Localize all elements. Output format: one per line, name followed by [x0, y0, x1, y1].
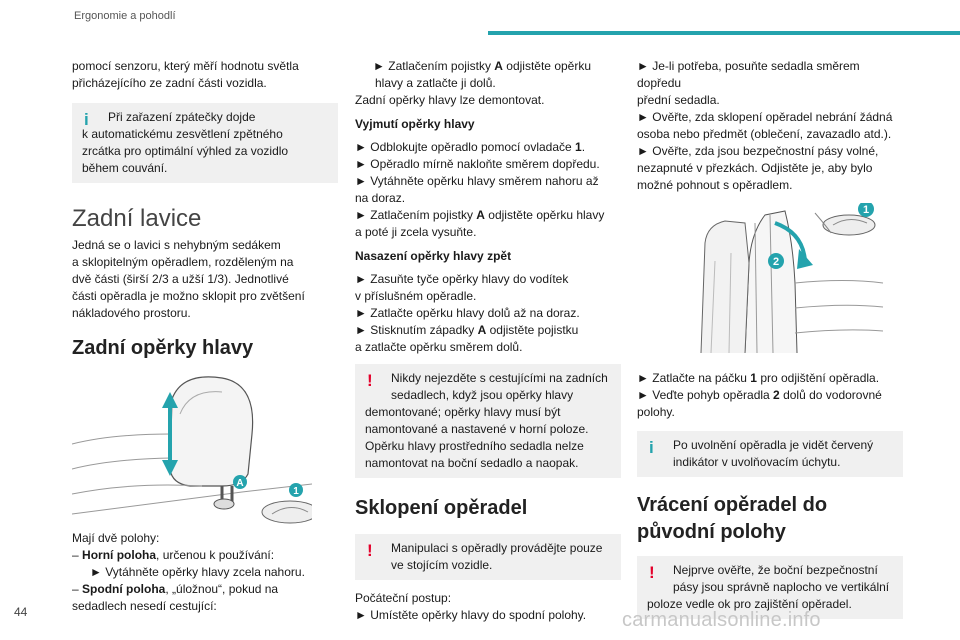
page-number: 44: [14, 605, 28, 619]
procedure-intro: Počáteční postup:: [355, 591, 452, 605]
intro-line: pomocí senzoru, který měří hodnotu světla: [72, 59, 299, 73]
section-title-headrests: Zadní opěrky hlavy: [72, 337, 254, 359]
bench-line: Jedná se o lavici s nehybným sedákem: [72, 238, 281, 252]
note-line: namontované a nastavené v horní poloze.: [365, 422, 589, 436]
note-line: namontovat na boční sedadlo a naopak.: [365, 456, 579, 470]
warning-icon: !: [367, 371, 373, 390]
refit-step-cont: a zatlačte opěrku směrem dolů.: [355, 340, 523, 354]
note-line: Manipulaci s opěradly provádějte pouze: [391, 541, 603, 555]
section-title-bench: Zadní lavice: [72, 205, 202, 232]
position-lower-line: sedadlech nesedí cestující:: [72, 599, 217, 613]
step-unlock-a-cont: hlavy a zatlačte ji dolů.: [375, 76, 496, 90]
warning-note: [355, 364, 621, 478]
warning-icon: !: [649, 563, 655, 582]
bench-line: nákladového prostoru.: [72, 306, 191, 320]
note-line: zrcátka pro optimální výhled za vozidlo: [82, 144, 289, 158]
warning-note: [355, 534, 621, 580]
column-1: [72, 58, 338, 615]
prep-step-cont: možné pohnout s opěradlem.: [637, 178, 793, 192]
bench-line: části opěradla je možno sklopit pro zvětšení: [72, 289, 305, 303]
info-note: [637, 431, 903, 477]
header-accent-bar: [488, 31, 960, 35]
note-line: sedadlech, když jsou opěrky hlavy: [391, 388, 574, 402]
column-2: [355, 58, 621, 624]
remove-step: ► Opěradlo mírně nakloňte směrem dopředu.: [355, 157, 600, 171]
note-line: Opěrku hlavy prostředního sedadla nelze: [365, 439, 584, 453]
bench-line: a sklopitelným opěradlem, rozděleným na: [72, 255, 294, 269]
warning-icon: !: [367, 541, 373, 560]
section-title-return: Vrácení opěradel do původní polohy: [637, 494, 828, 543]
note-line: demontované; opěrky hlavy musí být: [365, 405, 561, 419]
column-3: [637, 58, 903, 619]
position-upper-action: ► Vytáhněte opěrky hlavy zcela nahoru.: [90, 565, 305, 579]
note-line: indikátor v uvolňovacím úchytu.: [673, 455, 841, 469]
rear-seat-illustration: [645, 203, 885, 355]
note-line: během couvání.: [82, 161, 168, 175]
prep-step: ► Ověřte, zda sklopení opěradel nebrání žádná: [637, 110, 893, 124]
fold-step: ► Zatlačte na páčku 1 pro odjištění opěradla.: [637, 371, 880, 385]
intro-line: přicházejícího ze zadní části vozidla.: [72, 76, 267, 90]
step-unlock-a: ► Zatlačením pojistky A odjistěte opěrku: [373, 59, 592, 73]
note-line: pásy jsou správně naplocho ve vertikální: [673, 580, 890, 594]
watermark: carmanualsonline.info: [622, 609, 821, 631]
refit-step: ► Zatlačte opěrku hlavy dolů až na doraz.: [355, 306, 580, 320]
fold-step-cont: polohy.: [637, 405, 675, 419]
note-line: Po uvolnění opěradla je vidět červený: [673, 438, 874, 452]
fig-label-1: 1: [862, 204, 870, 216]
note-line: ve stojícím vozidle.: [391, 558, 493, 572]
position-upper: – Horní poloha, určenou k používání:: [72, 548, 275, 562]
headrest-illustration: [72, 374, 312, 524]
info-icon: i: [84, 110, 89, 129]
heading-remove: Vyjmutí opěrky hlavy: [355, 117, 475, 131]
positions-intro: Mají dvě polohy:: [72, 531, 160, 545]
fig-label-1: 1: [293, 486, 299, 497]
section-title-fold: Sklopení opěradel: [355, 497, 528, 519]
prep-step: ► Ověřte, zda jsou bezpečnostní pásy volné,: [637, 144, 879, 158]
note-line: Nejprve ověřte, že boční bezpečnostní: [673, 563, 878, 577]
bench-line: dvě části (širší 2/3 a užší 1/3). Jednotlivé: [72, 272, 289, 286]
heading-refit: Nasazení opěrky hlavy zpět: [355, 249, 512, 263]
running-header: Ergonomie a pohodlí: [74, 10, 176, 22]
note-line: k automatickému zesvětlení zpětného: [82, 127, 283, 141]
fig-label-a: A: [236, 478, 244, 489]
info-note: [72, 103, 338, 183]
prep-step-cont: osoba nebo předmět (oblečení, zavazadlo atd.).: [637, 127, 892, 141]
refit-step: ► Stisknutím západky A odjistěte pojistku: [355, 323, 579, 337]
refit-step-cont: v příslušném opěradle.: [355, 289, 477, 303]
note-line: poloze vedle ok pro zajištění opěradel.: [647, 597, 852, 611]
removable-note: Zadní opěrky hlavy lze demontovat.: [355, 93, 545, 107]
info-icon: i: [649, 438, 654, 457]
remove-step-cont: a poté ji zcela vysuňte.: [355, 225, 477, 239]
remove-step: ► Zatlačením pojistky A odjistěte opěrku hlavy: [355, 208, 605, 222]
prep-step: ► Je-li potřeba, posuňte sedadla směrem dopředu: [637, 59, 860, 90]
note-line: Nikdy nejezděte s cestujícími na zadních: [391, 371, 608, 385]
prep-step-cont: nezapnuté v přezkách. Odjistěte je, aby bylo: [637, 161, 873, 175]
fold-step: ► Veďte pohyb opěradla 2 dolů do vodorovné: [637, 388, 882, 402]
procedure-step: ► Umístěte opěrky hlavy do spodní polohy.: [355, 608, 587, 622]
prep-step-cont: přední sedadla.: [637, 93, 720, 107]
fig-label-2: 2: [772, 256, 780, 268]
remove-step: ► Odblokujte opěradlo pomocí ovladače 1.: [355, 140, 586, 154]
remove-step: ► Vytáhněte opěrku hlavy směrem nahoru až: [355, 174, 599, 188]
position-lower: – Spodní poloha, „úložnou“, pokud na: [72, 582, 279, 596]
refit-step: ► Zasuňte tyče opěrky hlavy do vodítek: [355, 272, 569, 286]
note-line: Při zařazení zpátečky dojde: [108, 110, 256, 124]
remove-step-cont: na doraz.: [355, 191, 406, 205]
